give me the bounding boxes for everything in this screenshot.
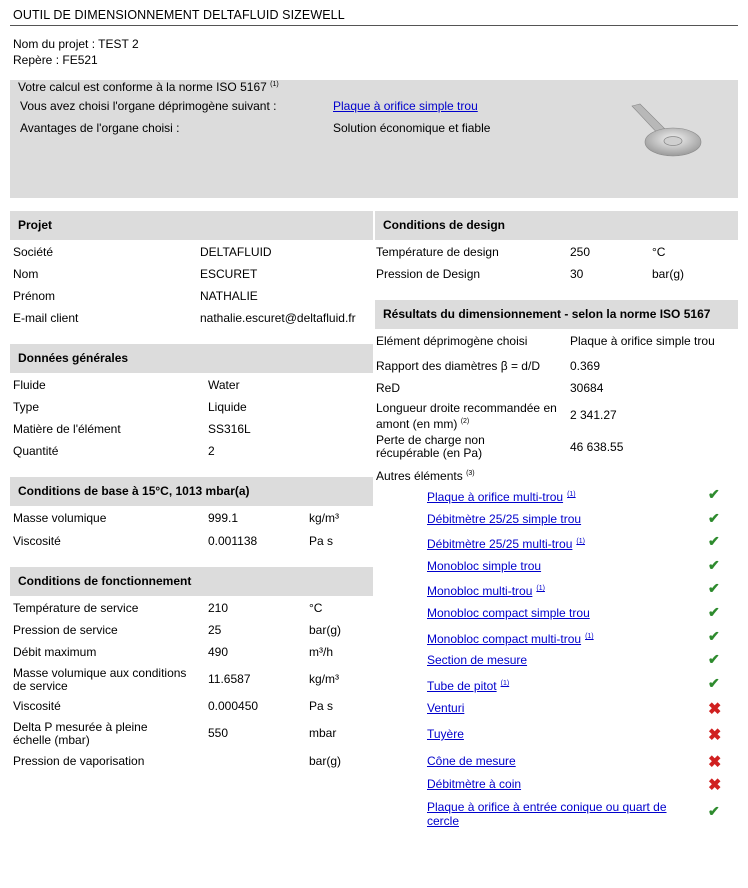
check-icon: ✔ <box>708 580 720 596</box>
fonct-unit: bar(g) <box>309 623 342 637</box>
base-unit: kg/m³ <box>309 511 339 525</box>
check-icon: ✔ <box>708 557 720 573</box>
result-value: 0.369 <box>570 359 601 373</box>
donnees-label: Quantité <box>13 444 59 458</box>
check-icon: ✔ <box>708 604 720 620</box>
other-element-link[interactable] <box>427 754 516 768</box>
result-label: Elément déprimogène choisi <box>376 334 528 348</box>
cross-icon: ✖ <box>708 701 722 718</box>
orifice-plate-image <box>610 96 710 166</box>
other-element-label[interactable]: Cône de mesure <box>427 754 516 768</box>
autres-label: Autres éléments $^{(3)}$ <box>376 469 475 483</box>
base-value: 999.1 <box>208 511 239 525</box>
projet-label: Nom <box>13 267 39 281</box>
check-icon: ✔ <box>708 510 720 526</box>
fonct-unit: °C <box>309 601 323 615</box>
footnote-ref[interactable]: (1) <box>576 538 585 545</box>
other-element-label[interactable]: Tuyère <box>427 727 464 741</box>
chosen-element-link[interactable]: Plaque à orifice simple trou <box>333 99 478 113</box>
other-element-label[interactable]: Monobloc simple trou <box>427 559 542 573</box>
other-element-link[interactable] <box>427 535 585 551</box>
check-icon: ✔ <box>708 675 720 691</box>
check-icon: ✔ <box>708 803 720 819</box>
projet-label: Société <box>13 245 54 259</box>
projet-label: Prénom <box>13 289 56 303</box>
fonct-unit: m³/h <box>309 645 333 659</box>
result-label: ReD <box>376 381 401 395</box>
projet-value: nathalie.escuret@deltafluid.fr <box>200 311 356 325</box>
projet-value: ESCURET <box>200 267 258 281</box>
result-value: 46 638.55 <box>570 440 624 454</box>
base-heading: Conditions de base à 15°C, 1013 mbar(a) <box>10 477 373 506</box>
project-repere: Repère : FE521 <box>13 53 98 67</box>
design-label: Température de design <box>376 245 499 259</box>
fonct-value: 0.000450 <box>208 699 259 713</box>
design-unit: °C <box>652 245 666 259</box>
fonct-unit: mbar <box>309 726 337 740</box>
other-element-link[interactable] <box>427 777 521 791</box>
other-element-label[interactable]: Plaque à orifice multi-trou <box>427 490 564 504</box>
project-name: Nom du projet : TEST 2 <box>13 37 139 51</box>
base-unit: Pa s <box>309 534 334 548</box>
fonct-label: Température de service <box>13 601 139 615</box>
design-value: 30 <box>570 267 584 281</box>
footnote-ref[interactable]: (1) <box>585 633 594 640</box>
other-element-label[interactable]: Débitmètre 25/25 multi-trou <box>427 537 573 551</box>
projet-value: DELTAFLUID <box>200 245 272 259</box>
fonct-value: 11.6587 <box>208 672 251 686</box>
projet-heading: Projet <box>10 211 373 240</box>
donnees-value: 2 <box>208 444 215 458</box>
donnees-heading: Données générales <box>10 344 373 373</box>
fonct-label: Pression de vaporisation <box>13 754 145 768</box>
other-element-link[interactable] <box>427 512 581 526</box>
fonct-value: 490 <box>208 645 229 659</box>
base-value: 0.001138 <box>208 534 258 548</box>
cross-icon: ✖ <box>708 777 722 794</box>
design-label: Pression de Design <box>376 267 481 281</box>
advantage-value: Solution économique et fiable <box>333 121 491 135</box>
other-element-link[interactable] <box>427 701 464 715</box>
donnees-value: SS316L <box>208 422 251 436</box>
title-divider <box>10 25 738 26</box>
other-element-label[interactable]: Monobloc multi-trou <box>427 584 533 598</box>
footnote-ref[interactable]: (1) <box>567 491 576 498</box>
other-element-label[interactable]: Tube de pitot <box>427 679 497 693</box>
fonct-unit: bar(g) <box>309 754 342 768</box>
page-title: OUTIL DE DIMENSIONNEMENT DELTAFLUID SIZEWELL <box>13 8 345 22</box>
other-element-label[interactable]: Débitmètre 25/25 simple trou <box>427 512 582 526</box>
other-element-label[interactable]: Débitmètre à coin <box>427 777 522 791</box>
design-unit: bar(g) <box>652 267 685 281</box>
result-label: Rapport des diamètres β = d/D <box>376 359 540 373</box>
other-element-label[interactable]: Monobloc compact simple trou <box>427 606 590 620</box>
donnees-label: Fluide <box>13 378 46 392</box>
footnote-ref[interactable]: (1) <box>536 585 545 592</box>
other-element-label[interactable]: Monobloc compact multi-trou <box>427 632 582 646</box>
fonct-value: 210 <box>208 601 229 615</box>
design-value: 250 <box>570 245 591 259</box>
check-icon: ✔ <box>708 628 720 644</box>
base-label: Masse volumique <box>13 511 107 525</box>
result-label-longueur: Longueur droite recommandée en amont (en mm) $^{(2)}$ <box>376 401 557 431</box>
result-value: 2 341.27 <box>570 408 617 422</box>
cross-icon: ✖ <box>708 727 722 744</box>
donnees-value: Water <box>208 378 240 392</box>
fonct-value: 25 <box>208 623 222 637</box>
footnote-ref[interactable]: (1) <box>500 680 510 687</box>
other-element-label[interactable]: Plaque à orifice à entrée conique ou quart de cercle <box>427 800 667 828</box>
projet-label: E-mail client <box>13 311 79 325</box>
fonct-label: Delta P mesurée à pleine échelle (mbar) <box>13 720 148 747</box>
cross-icon: ✖ <box>708 754 722 771</box>
other-element-link[interactable] <box>427 727 464 741</box>
check-icon: ✔ <box>708 486 720 502</box>
result-value: Plaque à orifice simple trou <box>570 334 715 348</box>
other-element-link[interactable] <box>427 606 590 620</box>
donnees-label: Matière de l'élément <box>13 422 121 436</box>
other-element-link[interactable] <box>427 630 594 646</box>
fonct-label: Masse volumique aux conditions de service <box>13 666 187 693</box>
other-element-label[interactable]: Section de mesure <box>427 653 528 667</box>
fonct-unit: kg/m³ <box>309 672 339 686</box>
conformity-line: Votre calcul est conforme à la norme ISO 5167 $^{(1)}$ <box>18 80 279 94</box>
other-element-link[interactable] <box>427 582 545 598</box>
other-element-link[interactable] <box>427 488 576 504</box>
resultats-heading: Résultats du dimensionnement - selon la norme ISO 5167 <box>375 300 738 329</box>
donnees-label: Type <box>13 400 40 414</box>
fonctionnement-heading: Conditions de fonctionnement <box>10 567 373 596</box>
fonct-unit: Pa s <box>309 699 334 713</box>
fonct-label: Viscosité <box>13 699 61 713</box>
other-element-link[interactable] <box>427 653 527 667</box>
check-icon: ✔ <box>708 533 720 549</box>
donnees-value: Liquide <box>208 400 247 414</box>
conformity-panel <box>10 80 738 198</box>
fonct-value: 550 <box>208 726 229 740</box>
base-label: Viscosité <box>13 534 61 548</box>
choice-label: Vous avez choisi l'organe déprimogène suivant : <box>20 99 277 113</box>
result-value: 30684 <box>570 381 604 395</box>
design-heading: Conditions de design <box>375 211 738 240</box>
advantage-label: Avantages de l'organe choisi : <box>20 121 180 135</box>
check-icon: ✔ <box>708 651 720 667</box>
other-element-label[interactable]: Venturi <box>427 701 465 715</box>
projet-value: NATHALIE <box>200 289 258 303</box>
fonct-label: Pression de service <box>13 623 118 637</box>
other-element-link[interactable] <box>427 677 509 693</box>
other-element-link[interactable] <box>427 559 541 573</box>
fonct-label: Débit maximum <box>13 645 97 659</box>
other-element-link[interactable] <box>427 800 687 828</box>
result-label: Perte de charge non récupérable (en Pa) <box>376 433 485 460</box>
